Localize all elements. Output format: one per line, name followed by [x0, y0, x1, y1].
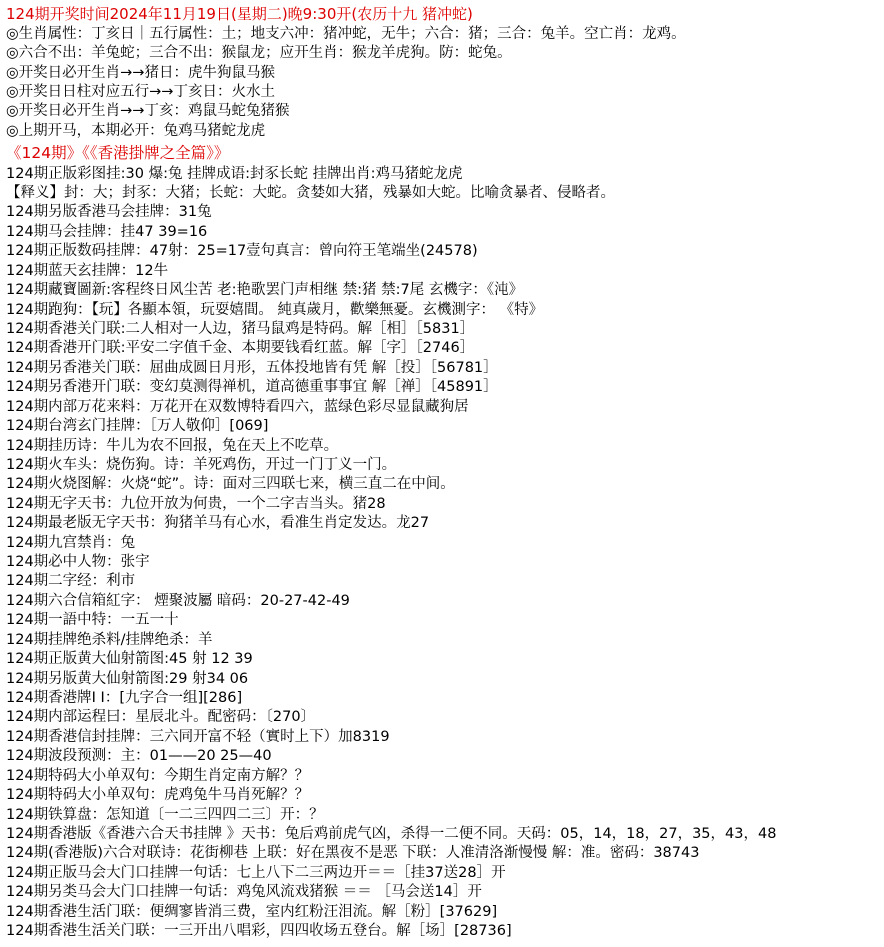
section-title: 《124期》《《香港掛牌之全篇》》 [6, 144, 230, 163]
body-line: 124期六合信箱紅字： 煙聚波屬 暗码：20-27-42-49 [6, 592, 350, 609]
body-line: 124期特码大小单双句：今期生肖定南方解？？ [6, 767, 310, 784]
body-line: 124期一語中特：一五一十 [6, 612, 179, 629]
page-title: 124期开奖时间2024年11月19日(星期二)晚9:30开(农历十九 猪冲蛇) [6, 5, 473, 23]
line-liuhe [6, 44, 878, 63]
body-line: 【释义】封：大；封豕：大猪；长蛇：大蛇。贪婪如大猪，残暴如大蛇。比喻贪暴者、侵略者。 [6, 185, 615, 202]
line-kaijiang-shengxiao-seg-0: ◎开奖日必开生肖→→猪日：虎牛狗鼠马猴 [6, 64, 275, 81]
body-line: 124期无字天书：九位开放为何贵，一个二字吉当头。猪28 [6, 495, 386, 512]
body-line: 124期香港关门联:二人相对一人边，猪马鼠鸡是特码。解［相］［5831］ [6, 320, 475, 337]
line-bikai [6, 102, 878, 121]
body-line: 124期另版黄大仙射箭图:29 射34 06 [6, 670, 249, 687]
body-line: 124期另版香港马会挂牌：31兔 [6, 204, 212, 221]
body-line: 124期铁算盘：怎知道〔一二三四四二三〕开：？ [6, 806, 324, 823]
body-line: 124期(香港版)六合对联诗：花街柳巷 上联：好在黑夜不是恶 下联：人准清洛渐慢慢 解：准。密码：38743 [6, 845, 700, 862]
body-line: 124期正版数码挂牌：47射：25=17壹句真言：曾向符王笔端坐(24578) [6, 243, 478, 260]
body-line: 124期火烧图解：火烧“蛇”。诗：面对三四联七来，横三直二在中间。 [6, 476, 455, 493]
body-line: 124期二字经：利市 [6, 573, 136, 590]
body-line: 124期香港开门联:平安二字值千金、本期要钱看红蓝。解［字］［2746］ [6, 340, 475, 357]
line-shangqi-seg-0: ◎上期开马，本期必开：兔鸡马猪蛇龙虎 [6, 122, 266, 139]
line-shengxiao [6, 25, 878, 44]
line-shengxiao-seg-1: 丁亥日｜五行属性：土；地支六冲：猪冲蛇，无牛；六合：猪；三合：兔羊。空亡肖：龙鸡。 [91, 25, 686, 42]
body-block [6, 165, 878, 942]
body-line: 124期最老版无字天书：狗猪羊马有心水，看准生肖定发达。龙27 [6, 515, 430, 532]
body-line: 124期另类马会大门口挂牌一句话：鸡兔风流戏猪猴 ＝＝ ［马会送14］开 [6, 884, 482, 901]
line-bikai-seg-0: ◎开奖日必开生肖→→丁亥：鸡鼠马蛇兔猪猴 [6, 103, 290, 120]
body-line: 124期香港生活门联：便绸寥皆消三费，室内红粉汪泪流。解［粉］[37629] [6, 903, 498, 920]
line-kaijiang-shengxiao [6, 64, 878, 83]
body-line: 124期跑狗：【玩】各顯本領，玩耍嬉間。 純真歲月，歡樂無憂。玄機測字： 《特》 [6, 301, 544, 318]
body-line: 124期藏寶圖新:客程终日风尘苦 老:艳歌罢门声相继 禁:猪 禁:7尾 玄機字：《沌》 [6, 282, 524, 299]
body-line: 124期必中人物：张宇 [6, 554, 150, 571]
line-liuhe-seg-0: ◎六合不出：羊兔蛇；三合不出：猴鼠龙；应开生肖：猴龙羊虎狗。防：蛇兔。 [6, 45, 512, 62]
body-line: 124期正版黄大仙射箭图:45 射 12 39 [6, 651, 253, 668]
body-line: 124期挂牌绝杀料/挂牌绝杀：羊 [6, 631, 213, 648]
body-line: 124期内部万花来料：万花开在双数博特看四六，蓝绿色彩尽显鼠藏狗居 [6, 398, 469, 415]
body-line: 124期另香港关门联：屈曲成圆日月形，五体投地皆有凭 解［投］［56781］ [6, 359, 498, 376]
line-shengxiao-seg-0: ◎生肖属性： [6, 25, 92, 42]
body-line: 124期正版马会大门口挂牌一句话：七上八下二三两边开＝＝［挂37送28］开 [6, 864, 506, 881]
body-line: 124期另香港开门联：变幻莫测得禅机，道高德重事事宜 解［禅］［45891］ [6, 379, 498, 396]
info-block [6, 25, 878, 142]
body-line: 124期波段预测：主：01——20 25—40 [6, 748, 272, 765]
line-rizhu-seg-0: ◎开奖日日柱对应五行→→丁亥日：火水土 [6, 83, 275, 100]
line-rizhu [6, 83, 878, 102]
body-line: 124期九宫禁肖：兔 [6, 534, 136, 551]
body-line: 124期香港生活关门联：一三开出八唱彩，四四收场五登台。解［场］[28736] [6, 923, 512, 940]
body-line: 124期香港牌I I：[九字合一组][286] [6, 689, 243, 706]
body-line: 124期火车头：烧伤狗。诗：羊死鸡伤，开过一门丁义一门。 [6, 456, 397, 473]
body-line: 124期蓝天玄挂牌：12牛 [6, 262, 169, 279]
body-line: 124期内部运程曰：星辰北斗。配密码：〔270〕 [6, 709, 316, 726]
body-line: 124期马会挂牌：挂47 39=16 [6, 223, 208, 240]
body-line: 124期挂历诗：牛儿为农不回报，兔在天上不吃草。 [6, 437, 339, 454]
body-line: 124期香港信封挂牌：三六同开富不轻（實时上下）加8319 [6, 728, 390, 745]
body-line: 124期正版彩图挂:30 爆:兔 挂牌成语:封豕长蛇 挂牌出肖:鸡马猪蛇龙虎 [6, 165, 463, 182]
body-line: 124期香港版《香港六合天书挂牌 》天书：兔后鸡前虎气凶，杀得一二便不同。天码：05，14，18，27，35，43，48 [6, 825, 777, 842]
body-line: 124期特码大小单双句：虎鸡兔牛马肖死解？？ [6, 787, 310, 804]
body-line: 124期台湾玄门挂牌：［万人敬仰］[069] [6, 418, 269, 435]
line-shangqi [6, 122, 878, 141]
